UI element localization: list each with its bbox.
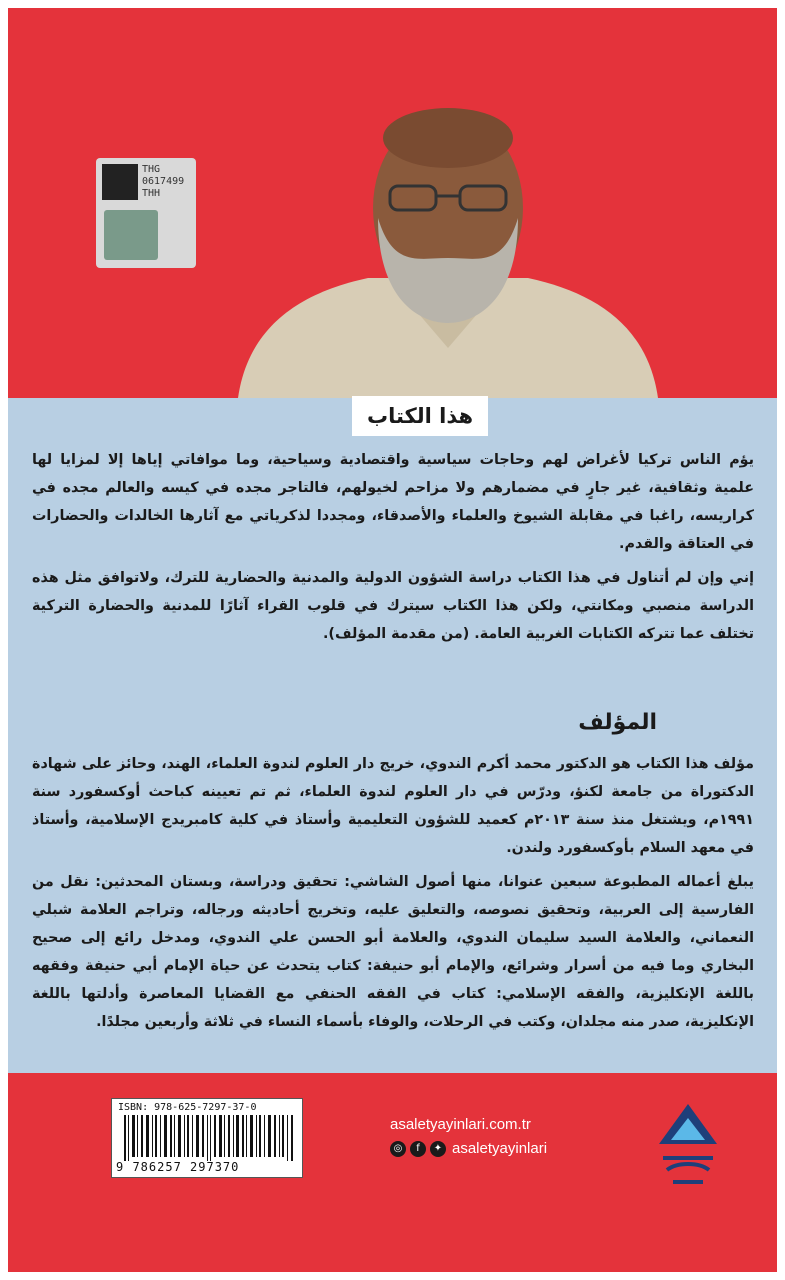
twitter-icon: ✦ <box>430 1141 446 1157</box>
instagram-icon: ◎ <box>390 1141 406 1157</box>
author-heading: المؤلف <box>578 710 657 735</box>
about-paragraph: إني وإن لم أتناول في هذا الكتاب دراسة الشؤون الدولية والمدنية والحضارية للترك، ولاتوافق مثل هذه الدراسة منصبي ومكانتي، ولكن هذا الكتاب سيترك في قلوب القراء آثارًا للمدنية والحضارة التركية تختلف عما تتركه الكتابات الغربية العامة. (من مقدمة المؤلف). <box>32 570 754 642</box>
sticker-code-line: THG <box>142 164 161 175</box>
barcode-bars <box>124 1115 294 1161</box>
social-links <box>390 1140 547 1157</box>
back-cover <box>8 8 777 1272</box>
sticker-code-line: 0617499 <box>142 176 185 187</box>
social-handle: asaletyayinlari <box>452 1140 548 1157</box>
qr-code-icon <box>102 164 138 200</box>
barcode-number: 9 786257 297370 <box>116 1160 240 1174</box>
author-section <box>32 750 754 1042</box>
barcode <box>111 1098 303 1178</box>
about-section <box>32 446 754 654</box>
isbn-label: ISBN: 978-625-7297-37-0 <box>118 1102 257 1113</box>
hologram-icon <box>104 210 158 260</box>
author-paragraph: يبلغ أعماله المطبوعة سبعين عنوانا، منها أصول الشاشي: تحقيق ودراسة، وبستان المحدثين: نقل من الفارسية إلى العربية، وتحقيق نصوصه، والتعليق عليه، وتخريج أحاديثه ورجاله، وتراجم العلامة شبلي النعماني، والعلامة السيد سليمان الندوي، والعلامة أبو الحسن علي الندوي، ومدخل رائع إلى صحيح البخاري وما فيه من أسرار وشرائع، والإمام أبو حنيفة: كتاب يتحدث عن حياة الإمام أبي حنيفة وفقهه باللغة الإنكليزية، والفقه الإسلامي: كتاب في الفقه الحنفي مع القضايا المعاصرة وأدلتها باللغة الإنكليزية، صدر منه مجلدان، وكتب في الرحلات، والوفاء بأسماء النساء في ثلاثة وأربعين مجلدًا. <box>32 874 754 1030</box>
about-paragraph: يؤم الناس تركيا لأغراض لهم وحاجات سياسية واقتصادية وسياحية، وما موافاتي إياها إلا لمزايا لها علمية وثقافية، غير جارٍ في مضمارهم ولا مزاحم لخيولهم، فالتاجر مجده في كيسه والعالم مجده في كراريسه، راغبا في مقابلة الشيوخ والعلماء والأصدقاء، ومجددا لذكرياتي مع آثارها الخالدات والحضارات في العتاقة والقدم. <box>32 452 754 552</box>
section-label: هذا الكتاب <box>352 396 488 436</box>
price-sticker <box>96 158 196 268</box>
publisher-website: asaletyayinlari.com.tr <box>390 1116 531 1133</box>
author-paragraph: مؤلف هذا الكتاب هو الدكتور محمد أكرم الندوي، خريج دار العلوم لندوة العلماء، الهند، وحائز على شهادة الدكتوراة من جامعة لكنؤ، ودرّس في دار العلوم لندوة العلماء، ثم تم تعيينه كباحث أوكسفورد سنة ١٩٩١م، ويشتغل منذ سنة ٢٠١٣م كعميد للشؤون التعليمية وأستاذ في كلية كامبريدج الإسلامية، وأستاذ في معهد السلام بأوكسفورد ولندن. <box>32 756 754 856</box>
sticker-code-line: THH <box>142 188 161 199</box>
author-photo <box>238 98 658 398</box>
facebook-icon: f <box>410 1141 426 1157</box>
publisher-logo <box>653 1100 723 1190</box>
